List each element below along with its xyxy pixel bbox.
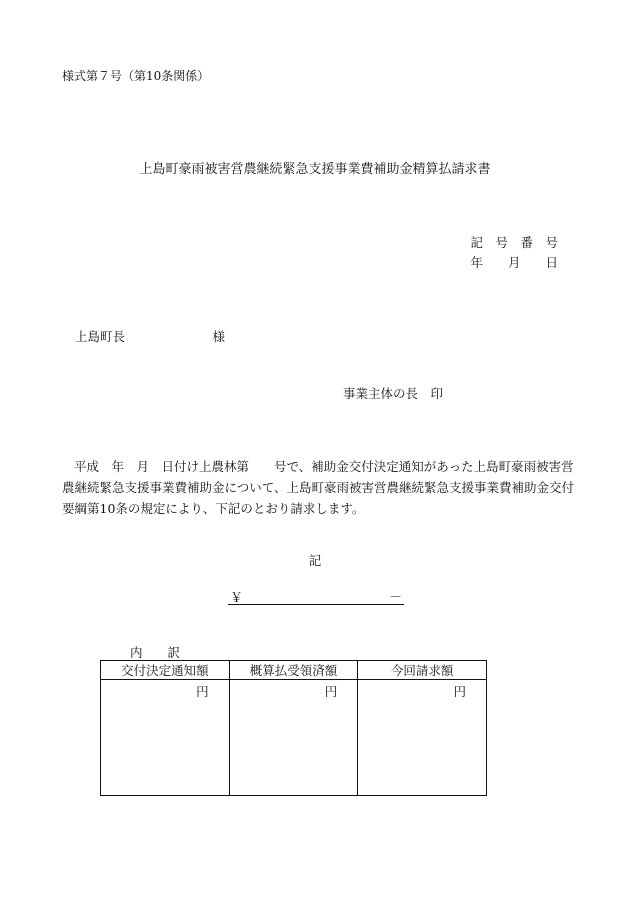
amount-line — [228, 587, 404, 605]
date-block — [470, 233, 558, 273]
form-number: 様式第７号（第10条関係） — [62, 69, 210, 83]
document-number-label: 記 号 番 号 — [470, 235, 558, 250]
document-title: 上島町豪雨被害営農継続緊急支援事業費補助金精算払請求書 — [139, 162, 491, 177]
addressee: 上島町長 様 — [75, 329, 226, 344]
amount-dash: － — [389, 589, 402, 604]
header-current-request-amount: 今回請求額 — [358, 661, 487, 680]
breakdown-label: 内 訳 — [130, 645, 181, 660]
request-body-text: 平成 年 月 日付け上農林第 号で、補助金交付決定通知があった上島町豪雨被害営農継続緊急支援事業費補助金について、上島町豪雨被害営農継続緊急支援事業費補助金交付要綱第10条の規定により、下記のとおり請求します。 — [62, 459, 575, 516]
yen-sign: ￥ — [230, 591, 244, 606]
ki-heading: 記 — [308, 553, 322, 568]
table-row — [101, 680, 487, 796]
sender-seal-line: 事業主体の長 印 — [343, 386, 444, 401]
current-request-amount-cell: 円 — [358, 680, 487, 796]
header-advance-received-amount: 概算払受領済額 — [229, 661, 358, 680]
breakdown-table — [100, 660, 487, 796]
grant-decision-amount-cell: 円 — [101, 680, 230, 796]
advance-received-amount-cell: 円 — [229, 680, 358, 796]
header-grant-decision-amount: 交付決定通知額 — [101, 661, 230, 680]
table-header-row — [101, 661, 487, 680]
date-label: 年 月 日 — [470, 255, 558, 270]
